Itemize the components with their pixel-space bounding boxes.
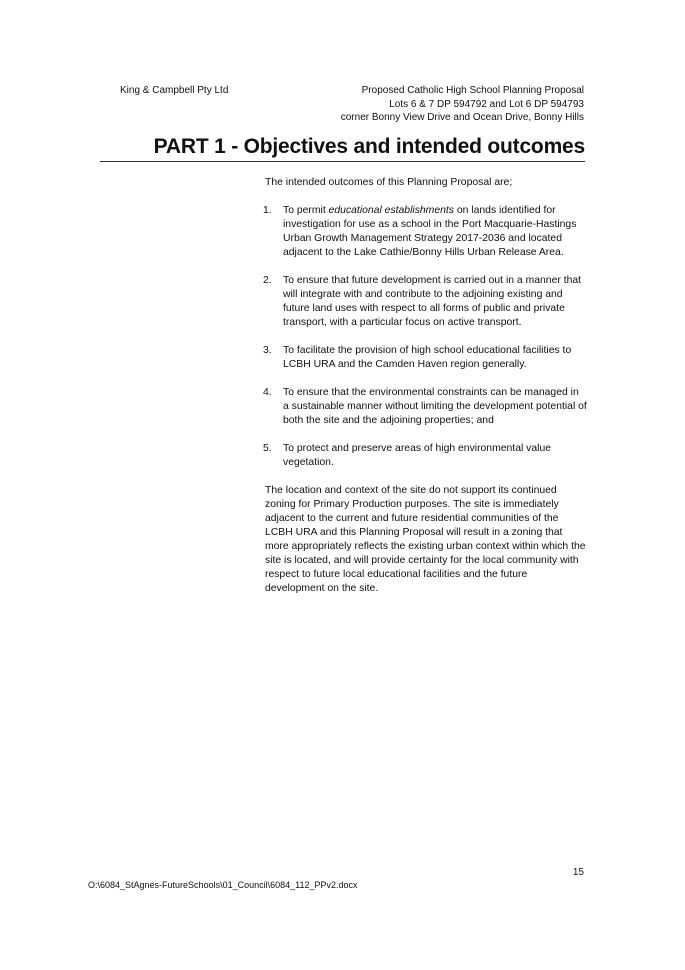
- list-item-number: 4.: [263, 387, 272, 398]
- emphasis-term: educational establishments: [328, 205, 454, 216]
- page-number: 15: [572, 867, 584, 878]
- list-item-number: 1.: [263, 205, 272, 216]
- list-item: [265, 442, 587, 470]
- list-item-text: To protect and preserve areas of high environmental value vegetation.: [283, 443, 552, 468]
- list-item-number: 2.: [263, 275, 272, 286]
- intro-paragraph: The intended outcomes of this Planning Proposal are;: [265, 177, 513, 188]
- list-item-text: To ensure that the environmental constraints can be managed in a sustainable manner without limiting the development potential of both the site and the adjoining properties; and: [283, 387, 587, 426]
- list-item-number: 3.: [263, 345, 272, 356]
- outcomes-list: [265, 204, 587, 470]
- header-lot-details: Lots 6 & 7 DP 594792 and Lot 6 DP 594793: [389, 98, 584, 110]
- list-item-number: 5.: [263, 443, 272, 454]
- header-project-title: Proposed Catholic High School Planning Proposal: [361, 85, 584, 96]
- header-company: King & Campbell Pty Ltd: [120, 85, 229, 96]
- body-content: [265, 176, 587, 596]
- header-project-details: [341, 84, 584, 125]
- header-location: corner Bonny View Drive and Ocean Drive, Bonny Hills: [340, 112, 584, 123]
- list-item-text: To facilitate the provision of high school educational facilities to LCBH URA and the Camden Haven region generally.: [283, 345, 572, 370]
- closing-paragraph: The location and context of the site do not support its continued zoning for Primary Production purposes. The site is immediately adjacent to the current and future residential communities of the LCBH URA and this Planning Proposal will result in a zoning that more appropriately reflects the existing urban context within which the site is located, and will provide certainty for the local community with respect to future local educational facilities and the future development on the site.: [265, 485, 586, 594]
- list-item: [265, 204, 587, 260]
- list-item: [265, 274, 587, 330]
- list-item: [265, 386, 587, 428]
- list-item-text: To ensure that future development is carried out in a manner that will integrate with and contribute to the adjoining existing and future land uses with respect to all forms of public and private transport, with a particular focus on active transport.: [283, 275, 582, 328]
- footer-file-path: O:\6084_StAgnes-FutureSchools\01_Council\6084_112_PPv2.docx: [88, 880, 358, 890]
- section-title: PART 1 - Objectives and intended outcomes: [153, 135, 585, 158]
- list-item: [265, 344, 587, 372]
- list-item-text: To permit educational establishments on lands identified for investigation for use as a school in the Port Macquarie-Hastings Urban Growth Management Strategy 2017-2036 and located adjacent to the Lake Cathie/Bonny Hills Urban Release Area.: [283, 205, 577, 258]
- title-underline: [100, 161, 585, 162]
